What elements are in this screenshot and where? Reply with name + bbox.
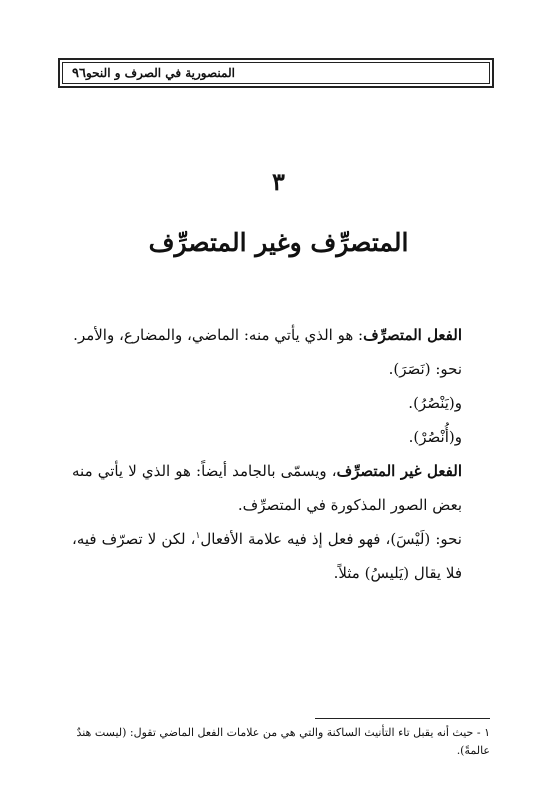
example-laysa-part2: ، لكن لا تصرّف فيه، فلا يقال (يَليسُ) مثلاً. [72, 530, 462, 582]
chapter-number: ٣ [272, 167, 285, 196]
definition-2: ، ويسمّى بالجامد أيضاً: هو الذي لا يأتي منه بعض الصور المذكورة في المتصرِّف. [72, 462, 462, 514]
term-inflected-verb: الفعل المتصرِّف [363, 326, 462, 344]
page-number: ٩٦ [72, 65, 86, 81]
paragraph-definition-2 [72, 454, 490, 522]
example-laysa-part1: نحو: (لَيْسَ)، فهو فعل إذ فيه علامة الأفعال [200, 530, 462, 548]
chapter-title: المتصرِّف وغير المتصرِّف [148, 228, 409, 257]
footnote-marker[interactable]: ١ [195, 531, 201, 541]
example-2: و(يَنْصُرُ). [408, 394, 462, 412]
running-title: المنصورية في الصرف و النحو [85, 66, 235, 80]
paragraph-definition-1 [72, 318, 490, 352]
definition-1: : هو الذي يأتي منه: الماضي، والمضارع، والأمر. [73, 326, 364, 344]
body-text [72, 318, 490, 590]
running-header [58, 58, 494, 88]
example-3: و(أُنْصُرْ). [408, 428, 462, 446]
footnote: ١ - حيث أنه يقبل تاء التأنيث الساكنة والتي هي من علامات الفعل الماضي تقول: (ليست هندٌ عالمةً). [76, 726, 490, 757]
paragraph-example-laysa [72, 522, 490, 590]
footnote-divider [315, 718, 490, 719]
term-uninflected-verb: الفعل غير المتصرِّف [336, 462, 462, 480]
example-1: نحو: (نَصَرَ). [388, 360, 462, 378]
